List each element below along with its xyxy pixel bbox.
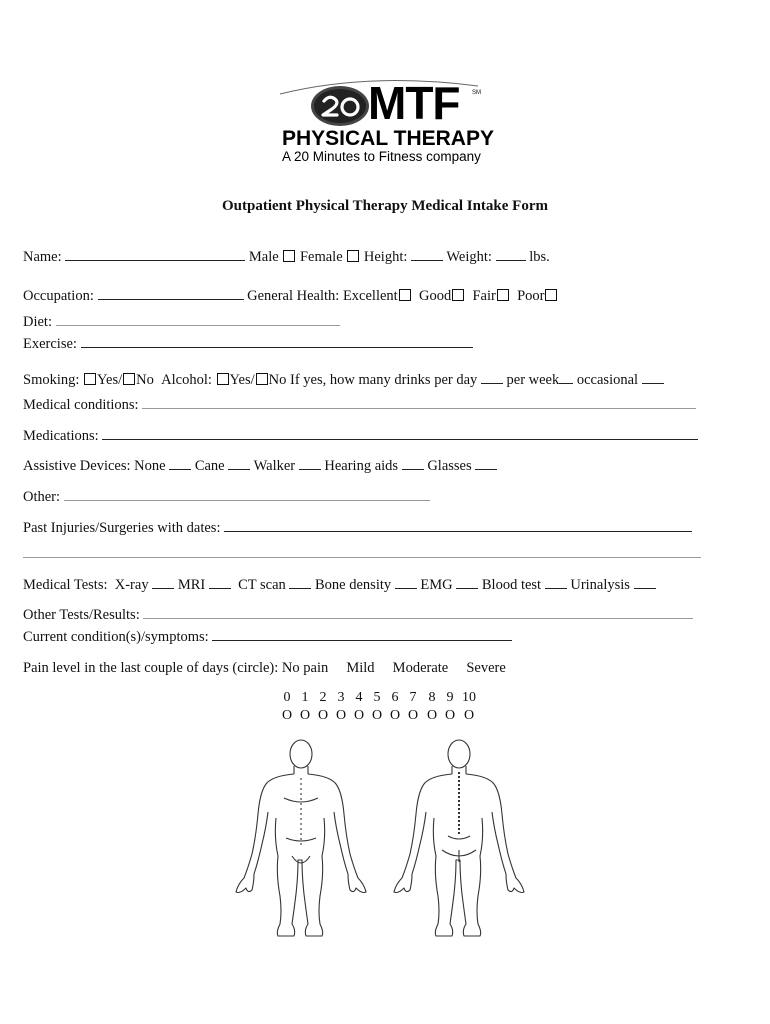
pain-level-label: Pain level in the last couple of days (circle): (23, 660, 279, 676)
medical-tests-label: Medical Tests: (23, 577, 108, 593)
none-field[interactable] (169, 457, 191, 470)
blood-test-label: Blood test (481, 577, 542, 593)
fair-checkbox[interactable] (497, 289, 509, 301)
blood-test-field[interactable] (545, 576, 567, 589)
pain-scale-circle[interactable]: O (353, 708, 365, 723)
occasional-label: occasional (576, 372, 639, 388)
pain-scale-circle[interactable]: O (407, 708, 419, 723)
current-condition-row (23, 628, 512, 646)
past-injuries-field[interactable] (224, 519, 692, 532)
hearing-aids-label: Hearing aids (324, 458, 399, 474)
xray-field[interactable] (152, 576, 174, 589)
diet-row (23, 313, 340, 331)
bone-density-label: Bone density (315, 577, 392, 593)
glasses-field[interactable] (475, 457, 497, 470)
name-label: Name: (23, 249, 62, 265)
cane-label: Cane (194, 458, 225, 474)
pain-scale-number: 1 (301, 690, 309, 705)
past-injuries-label: Past Injuries/Surgeries with dates: (23, 520, 221, 536)
exercise-label: Exercise: (23, 336, 77, 352)
form-title: Outpatient Physical Therapy Medical Intake Form (222, 198, 548, 214)
pain-scale-circle[interactable]: O (317, 708, 329, 723)
per-week-label: per week (506, 372, 560, 388)
body-back-figure-icon (384, 738, 534, 944)
body-front-figure-icon (226, 738, 376, 944)
cane-field[interactable] (228, 457, 250, 470)
none-label: None (134, 458, 166, 474)
pain-scale-number: 2 (319, 690, 327, 705)
emg-label: EMG (420, 577, 453, 593)
pain-scale-number: 3 (337, 690, 345, 705)
name-row (23, 248, 550, 266)
good-label: Good (418, 288, 452, 304)
female-checkbox[interactable] (347, 250, 359, 262)
pain-scale-circles (280, 708, 500, 726)
pain-scale-number: 8 (428, 690, 436, 705)
other-tests-label: Other Tests/Results: (23, 607, 140, 623)
medical-conditions-label: Medical conditions: (23, 397, 139, 413)
occasional-field[interactable] (642, 371, 664, 384)
moderate-label: Moderate (392, 660, 449, 676)
other-field[interactable] (64, 488, 430, 501)
current-condition-label: Current condition(s)/symptoms: (23, 629, 209, 645)
smoking-yes-label: Yes/ (97, 372, 123, 388)
urinalysis-label: Urinalysis (570, 577, 630, 593)
other-label: Other: (23, 489, 61, 505)
urinalysis-field[interactable] (634, 576, 656, 589)
walker-field[interactable] (299, 457, 321, 470)
company-logo (270, 76, 510, 168)
pain-scale-number: 10 (462, 690, 476, 705)
diet-field[interactable] (56, 313, 340, 326)
excellent-checkbox[interactable] (399, 289, 411, 301)
medications-row (23, 427, 698, 445)
logo-tagline: A 20 Minutes to Fitness company (282, 149, 481, 164)
exercise-field[interactable] (81, 335, 473, 348)
xray-label: X-ray (114, 577, 149, 593)
walker-label: Walker (253, 458, 296, 474)
pain-scale-circle[interactable]: O (389, 708, 401, 723)
alcohol-no-label: No If yes, how many drinks per day (268, 372, 478, 388)
weight-field[interactable] (496, 248, 526, 261)
alcohol-yes-label: Yes/ (229, 372, 255, 388)
past-injuries-row (23, 519, 692, 537)
smoking-no-checkbox[interactable] (123, 373, 135, 385)
male-label: Male (248, 249, 279, 265)
pain-scale-circle[interactable]: O (335, 708, 347, 723)
pain-scale-number: 0 (283, 690, 291, 705)
smoking-no-label: No (136, 372, 154, 388)
smoking-yes-checkbox[interactable] (84, 373, 96, 385)
past-injuries-field-2[interactable] (23, 545, 701, 558)
smoking-label: Smoking: (23, 372, 80, 388)
weight-label: Weight: (446, 249, 492, 265)
occupation-row (23, 287, 558, 305)
no-pain-label: No pain (281, 660, 329, 676)
poor-label: Poor (517, 288, 545, 304)
female-label: Female (299, 249, 343, 265)
alcohol-no-checkbox[interactable] (256, 373, 268, 385)
drinks-per-day-field[interactable] (481, 371, 503, 384)
other-tests-row (23, 606, 693, 624)
logo-name: PHYSICAL THERAPY (282, 127, 494, 150)
ct-scan-label: CT scan (238, 577, 286, 593)
pain-scale-circle[interactable]: O (444, 708, 456, 723)
past-injuries-continuation-row (23, 545, 701, 563)
good-checkbox[interactable] (452, 289, 464, 301)
pain-scale-number: 7 (409, 690, 417, 705)
assistive-label: Assistive Devices: (23, 458, 131, 474)
occupation-label: Occupation: (23, 288, 94, 304)
height-label: Height: (363, 249, 408, 265)
alcohol-label: Alcohol: (161, 372, 212, 388)
alcohol-yes-checkbox[interactable] (217, 373, 229, 385)
medical-conditions-row (23, 396, 696, 414)
pain-level-row (23, 659, 506, 677)
other-tests-field[interactable] (143, 606, 693, 619)
poor-checkbox[interactable] (545, 289, 557, 301)
general-health-label: General Health: (247, 288, 340, 304)
logo-brand: MTF (368, 77, 460, 129)
lbs-label: lbs. (529, 249, 550, 265)
height-field[interactable] (411, 248, 443, 261)
glasses-label: Glasses (427, 458, 472, 474)
excellent-label: Excellent (342, 288, 398, 304)
current-condition-field[interactable] (212, 628, 512, 641)
bone-density-field[interactable] (395, 576, 417, 589)
diet-label: Diet: (23, 314, 52, 330)
medical-conditions-field[interactable] (142, 396, 696, 409)
pain-scale-number: 6 (391, 690, 399, 705)
pain-scale-circle[interactable]: O (281, 708, 293, 723)
other-row (23, 488, 430, 506)
male-checkbox[interactable] (283, 250, 295, 262)
smoking-row (23, 371, 664, 389)
pain-scale (280, 690, 500, 726)
severe-label: Severe (466, 660, 506, 676)
per-week-field[interactable] (559, 371, 573, 384)
assistive-devices-row (23, 457, 497, 475)
mri-field[interactable] (209, 576, 231, 589)
exercise-row (23, 335, 473, 353)
pain-scale-circle[interactable]: O (299, 708, 311, 723)
pain-scale-circle[interactable]: O (463, 708, 475, 723)
pain-scale-circle[interactable]: O (426, 708, 438, 723)
ct-scan-field[interactable] (289, 576, 311, 589)
medications-field[interactable] (102, 427, 698, 440)
pain-scale-number: 9 (446, 690, 454, 705)
pain-scale-number: 5 (373, 690, 381, 705)
pain-scale-circle[interactable]: O (371, 708, 383, 723)
mild-label: Mild (346, 660, 375, 676)
name-field[interactable] (65, 248, 245, 261)
medications-label: Medications: (23, 428, 99, 444)
logo-sm-mark: SM (472, 90, 481, 96)
medical-tests-row (23, 576, 656, 594)
pain-scale-numbers (280, 690, 500, 708)
fair-label: Fair (472, 288, 496, 304)
logo-20-emblem-icon (310, 84, 370, 128)
pain-scale-number: 4 (355, 690, 363, 705)
occupation-field[interactable] (98, 287, 244, 300)
mri-label: MRI (177, 577, 206, 593)
hearing-aids-field[interactable] (402, 457, 424, 470)
emg-field[interactable] (456, 576, 478, 589)
